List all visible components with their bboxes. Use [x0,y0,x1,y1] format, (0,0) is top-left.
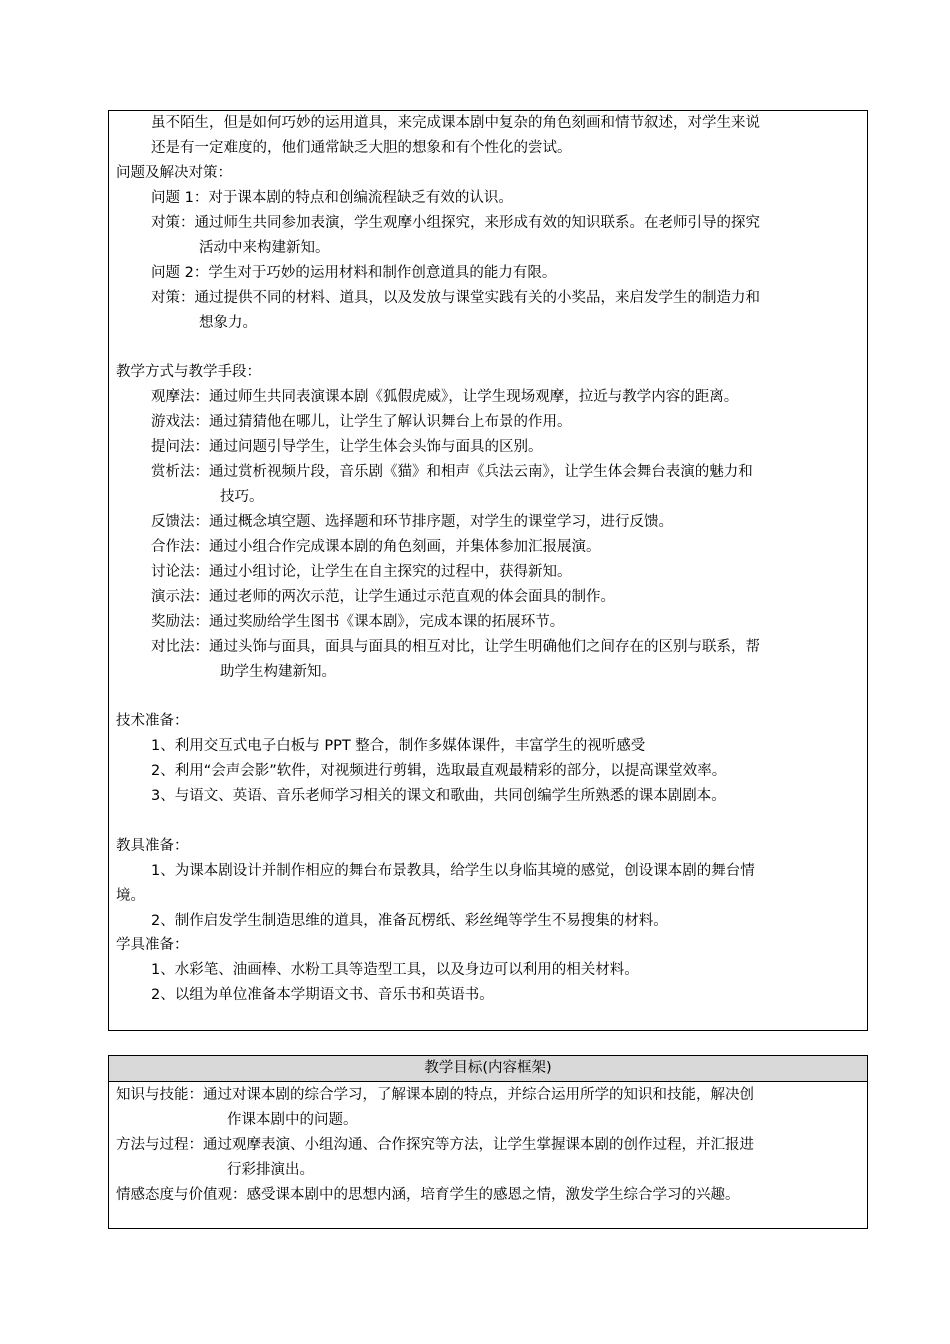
teaching-tools-item-cont: 境。 [116,888,145,904]
problem-1: 问题 1：对于课本剧的特点和创编流程缺乏有效的认识。 [151,190,513,206]
method-item-cont: 技巧。 [220,489,264,505]
tech-heading: 技术准备： [116,713,189,729]
solution-1-cont: 活动中来构建新知。 [199,240,330,256]
tech-item: 2、利用“会声会影”软件，对视频进行剪辑，选取最直观最精彩的部分，以提高课堂效率。 [151,763,727,779]
teaching-plan-section [108,110,868,1031]
method-item: 对比法：通过头饰与面具，面具与面具的相互对比，让学生明确他们之间存在的区别与联系，帮 [151,639,760,655]
tech-item: 1、利用交互式电子白板与 PPT 整合，制作多媒体课件，丰富学生的视听感受 [151,738,646,754]
goals-title: 教学目标(内容框架) [109,1056,867,1082]
solution-2-cont: 想象力。 [199,315,257,331]
learning-tools-item: 1、水彩笔、油画棒、水粉工具等造型工具，以及身边可以利用的相关材料。 [151,962,639,978]
method-item: 观摩法：通过师生共同表演课本剧《狐假虎威》，让学生现场观摩，拉近与教学内容的距离。 [151,389,739,405]
method-item: 讨论法：通过小组讨论，让学生在自主探究的过程中，获得新知。 [151,564,572,580]
method-item: 演示法：通过老师的两次示范，让学生通过示范直观的体会面具的制作。 [151,589,615,605]
method-item: 奖励法：通过奖励给学生图书《课本剧》，完成本课的拓展环节。 [151,614,565,630]
solution-2: 对策：通过提供不同的材料、道具，以及发放与课堂实践有关的小奖品，来启发学生的制造力和 [151,290,760,306]
method-item: 合作法：通过小组合作完成课本剧的角色刻画，并集体参加汇报展演。 [151,539,601,555]
teaching-tools-item: 2、制作启发学生制造思维的道具，准备瓦楞纸、彩丝绳等学生不易搜集的材料。 [151,913,668,929]
method-item: 游戏法：通过猜猜他在哪儿，让学生了解认识舞台上布景的作用。 [151,414,572,430]
solution-1: 对策：通过师生共同参加表演，学生观摩小组探究，来形成有效的知识联系。在老师引导的探究 [151,215,760,231]
problem-2: 问题 2：学生对于巧妙的运用材料和制作创意道具的能力有限。 [151,265,557,281]
learning-tools-heading: 学具准备： [116,937,189,953]
methods-heading: 教学方式与教学手段： [116,364,261,380]
teaching-tools-heading: 教具准备： [116,838,189,854]
goal-knowledge: 知识与技能：通过对课本剧的综合学习，了解课本剧的特点，并综合运用所学的知识和技能，解决创 [116,1087,754,1103]
tech-item: 3、与语文、英语、音乐老师学习相关的课文和歌曲，共同创编学生所熟悉的课本剧剧本。 [151,788,726,804]
goal-knowledge-cont: 作课本剧中的问题。 [227,1112,358,1128]
intro-line: 还是有一定难度的，他们通常缺乏大胆的想象和有个性化的尝试。 [151,140,572,156]
problems-heading: 问题及解决对策： [116,165,232,181]
method-item: 反馈法：通过概念填空题、选择题和环节排序题，对学生的课堂学习，进行反馈。 [151,514,673,530]
teaching-goals-table [108,1055,868,1229]
intro-line: 虽不陌生，但是如何巧妙的运用道具，来完成课本剧中复杂的角色刻画和情节叙述，对学生来说 [151,115,760,131]
teaching-tools-item: 1、为课本剧设计并制作相应的舞台布景教具，给学生以身临其境的感觉，创设课本剧的舞台情 [151,863,755,879]
method-item: 赏析法：通过赏析视频片段，音乐剧《猫》和相声《兵法云南》，让学生体会舞台表演的魅力和 [151,464,753,480]
method-item: 提问法：通过问题引导学生，让学生体会头饰与面具的区别。 [151,439,543,455]
goal-method: 方法与过程：通过观摩表演、小组沟通、合作探究等方法，让学生掌握课本剧的创作过程，并汇报进 [116,1137,754,1153]
goal-emotion: 情感态度与价值观：感受课本剧中的思想内涵，培育学生的感恩之情，激发学生综合学习的兴趣。 [116,1187,740,1203]
method-item-cont: 助学生构建新知。 [220,664,336,680]
goal-method-cont: 行彩排演出。 [227,1162,314,1178]
learning-tools-item: 2、以组为单位准备本学期语文书、音乐书和英语书。 [151,987,494,1003]
